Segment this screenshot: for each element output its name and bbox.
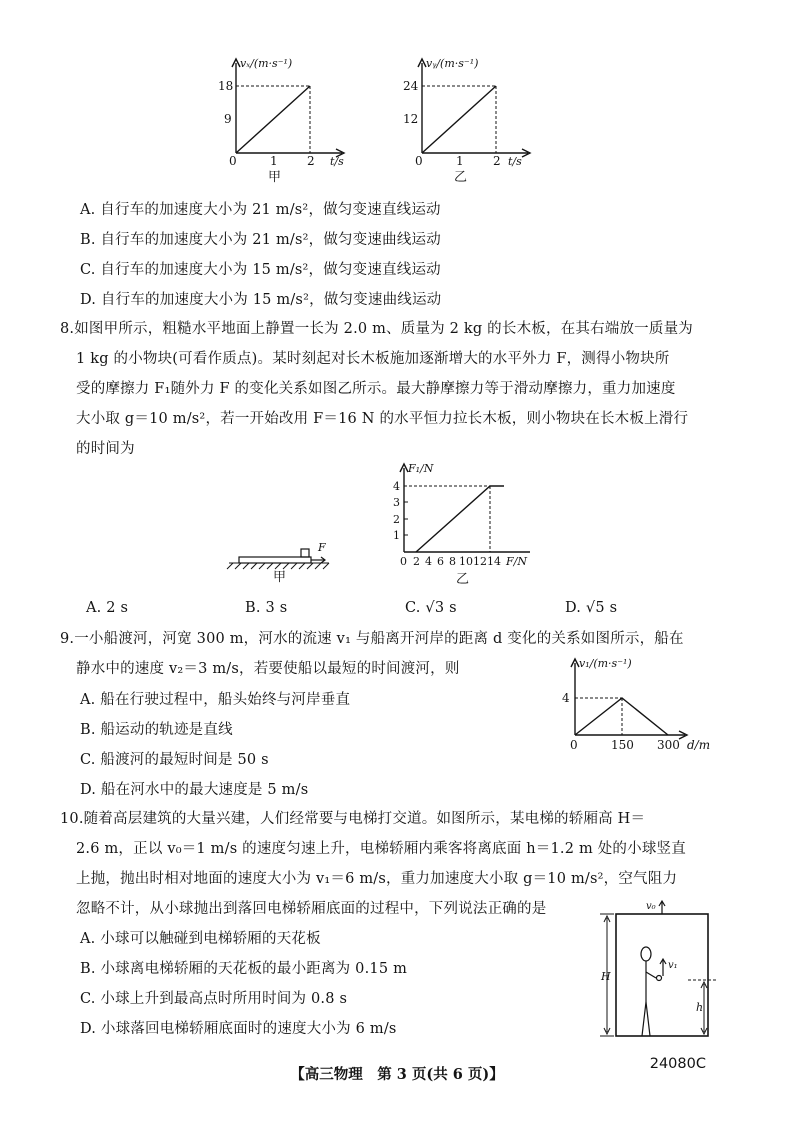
graph-yi-caption: 乙	[454, 170, 468, 185]
q8-option-c: C. √3 s	[405, 600, 457, 616]
q8-graph-line	[416, 486, 504, 552]
q8-graph-xtick: 6	[437, 555, 444, 568]
q9-option-d: D. 船在河水中的最大速度是 5 m/s	[80, 782, 309, 798]
q10-option-a: A. 小球可以触碰到电梯轿厢的天花板	[80, 931, 321, 947]
q8-graph-guides	[404, 486, 490, 552]
q8-graph-xtick: 12	[473, 555, 487, 568]
q10-text-line: 10.随着高层建筑的大量兴建，人们经常要与电梯打交道。如图所示，某电梯的轿厢高 H＝	[60, 811, 646, 827]
q9-option-b: B. 船运动的轨迹是直线	[80, 722, 233, 738]
q9-option-a: A. 船在行驶过程中，船头始终与河岸垂直	[80, 692, 351, 708]
q10-option-d: D. 小球落回电梯轿厢底面时的速度大小为 6 m/s	[80, 1021, 397, 1037]
q7-option-b: B. 自行车的加速度大小为 21 m/s²，做匀变速曲线运动	[80, 232, 441, 248]
q8-option-a: A. 2 s	[86, 600, 129, 616]
graph-jia-ylabel: vₓ/(m·s⁻¹)	[240, 57, 293, 70]
graph-yi-xlabel: t/s	[508, 155, 522, 168]
graph-jia-ytick: 9	[224, 112, 232, 126]
graph-yi-line	[422, 86, 496, 153]
q7-option-d: D. 自行车的加速度大小为 15 m/s²，做匀变速曲线运动	[80, 292, 442, 308]
q8-graph-xtick: 4	[425, 555, 432, 568]
q8-graph-xlabel: F/N	[506, 555, 527, 568]
graph-jia-xlabel: t/s	[330, 155, 344, 168]
q9-graph-ytick: 4	[562, 691, 570, 705]
q9-graph-xtick: 150	[611, 738, 634, 752]
q10-elevator-figure	[598, 898, 728, 1043]
ground-hatch	[227, 563, 329, 569]
v1-label: v₁	[668, 960, 678, 971]
graph-jia	[212, 55, 352, 190]
graph-yi-ytick: 24	[403, 79, 419, 93]
q9-graph-axes	[571, 659, 687, 739]
q8-text-line: 1 kg 的小物块(可看作质点)。某时刻起对长木板施加逐渐增大的水平外力 F，测得小物块所	[76, 351, 670, 367]
q9-graph-xlabel: d/m	[687, 738, 711, 752]
graph-yi	[398, 55, 538, 190]
q8-figure-jia	[225, 535, 335, 583]
q10-text-line: 忽略不计，从小球抛出到落回电梯轿厢底面的过程中，下列说法正确的是	[76, 901, 547, 917]
q10-option-b: B. 小球离电梯轿厢的天花板的最小距离为 0.15 m	[80, 961, 408, 977]
graph-yi-ytick: 12	[403, 112, 419, 126]
q8-graph-ytick: 3	[393, 496, 400, 509]
H-label: H	[601, 970, 611, 983]
ball	[657, 976, 662, 981]
q9-option-c: C. 船渡河的最短时间是 50 s	[80, 752, 269, 768]
v0-label: v₀	[646, 901, 656, 912]
q10-text-line: 2.6 m，正以 v₀＝1 m/s 的速度匀速上升，电梯轿厢内乘客将离底面 h＝1.2 m 处的小球竖直	[76, 841, 686, 857]
long-board	[239, 557, 311, 563]
q7-option-a: A. 自行车的加速度大小为 21 m/s²，做匀变速直线运动	[80, 202, 441, 218]
graph-jia-origin: 0	[229, 154, 237, 168]
q10-option-c: C. 小球上升到最高点时所用时间为 0.8 s	[80, 991, 348, 1007]
q8-graph-xtick: 0	[400, 555, 407, 568]
graph-yi-origin: 0	[415, 154, 423, 168]
q8-graph-ytick: 2	[393, 513, 400, 526]
force-label: F	[318, 541, 326, 554]
graph-yi-xtick: 1	[456, 154, 464, 168]
q8-graph-yi	[390, 460, 540, 588]
graph-yi-ylabel: vᵧ/(m·s⁻¹)	[426, 57, 479, 70]
q8-option-b: B. 3 s	[245, 600, 288, 616]
graph-jia-line	[236, 86, 310, 153]
q8-graph-xtick: 14	[487, 555, 501, 568]
passenger	[641, 947, 656, 1036]
q9-graph-ylabel: v₁/(m·s⁻¹)	[579, 657, 632, 670]
q8-graph-ytick: 4	[393, 480, 400, 493]
q8-text-line: 大小取 g＝10 m/s²，若一开始改用 F＝16 N 的水平恒力拉长木板，则小物块在长木板上滑行	[76, 411, 689, 427]
elevator-car	[616, 914, 708, 1036]
q8-text-line: 受的摩擦力 F₁随外力 F 的变化关系如图乙所示。最大静摩擦力等于滑动摩擦力，重力加速度	[76, 381, 676, 397]
q8-graph-ytick: 1	[393, 529, 400, 542]
small-block	[301, 549, 309, 557]
q8-graph-xtick: 8	[449, 555, 456, 568]
q9-text-line: 静水中的速度 v₂＝3 m/s，若要使船以最短的时间渡河，则	[76, 661, 460, 677]
q8-text-line: 8.如图甲所示，粗糙水平地面上静置一长为 2.0 m、质量为 2 kg 的长木板，在其右端放一质量为	[60, 321, 693, 337]
q8-text-line: 的时间为	[76, 441, 135, 457]
q8-graph-ylabel: F₁/N	[408, 462, 434, 475]
graph-jia-xtick: 1	[270, 154, 278, 168]
page-footer: 【高三物理 第 3 页(共 6 页)】	[290, 1066, 504, 1083]
graph-yi-xtick: 2	[493, 154, 501, 168]
q9-graph-xtick: 0	[570, 738, 578, 752]
graph-jia-caption: 甲	[268, 170, 282, 185]
q8-option-d: D. √5 s	[565, 600, 618, 616]
exam-code: 24080C	[649, 1056, 706, 1072]
q10-text-line: 上抛，抛出时相对地面的速度大小为 v₁＝6 m/s，重力加速度大小取 g＝10 m/s²，空气阻力	[76, 871, 678, 887]
q9-graph	[555, 655, 715, 755]
q8-graph-caption: 乙	[456, 572, 470, 587]
graph-jia-xtick: 2	[307, 154, 315, 168]
graph-jia-ytick: 18	[218, 79, 234, 93]
q7-option-c: C. 自行车的加速度大小为 15 m/s²，做匀变速直线运动	[80, 262, 441, 278]
q9-text-line: 9.一小船渡河，河宽 300 m，河水的流速 v₁ 与船离开河岸的距离 d 变化的关系如图所示，船在	[60, 631, 684, 647]
fig-jia-caption: 甲	[273, 570, 287, 585]
q8-graph-xtick: 2	[413, 555, 420, 568]
q9-graph-xtick: 300	[657, 738, 680, 752]
h-label: h	[696, 1001, 704, 1014]
q8-graph-xtick: 10	[459, 555, 473, 568]
